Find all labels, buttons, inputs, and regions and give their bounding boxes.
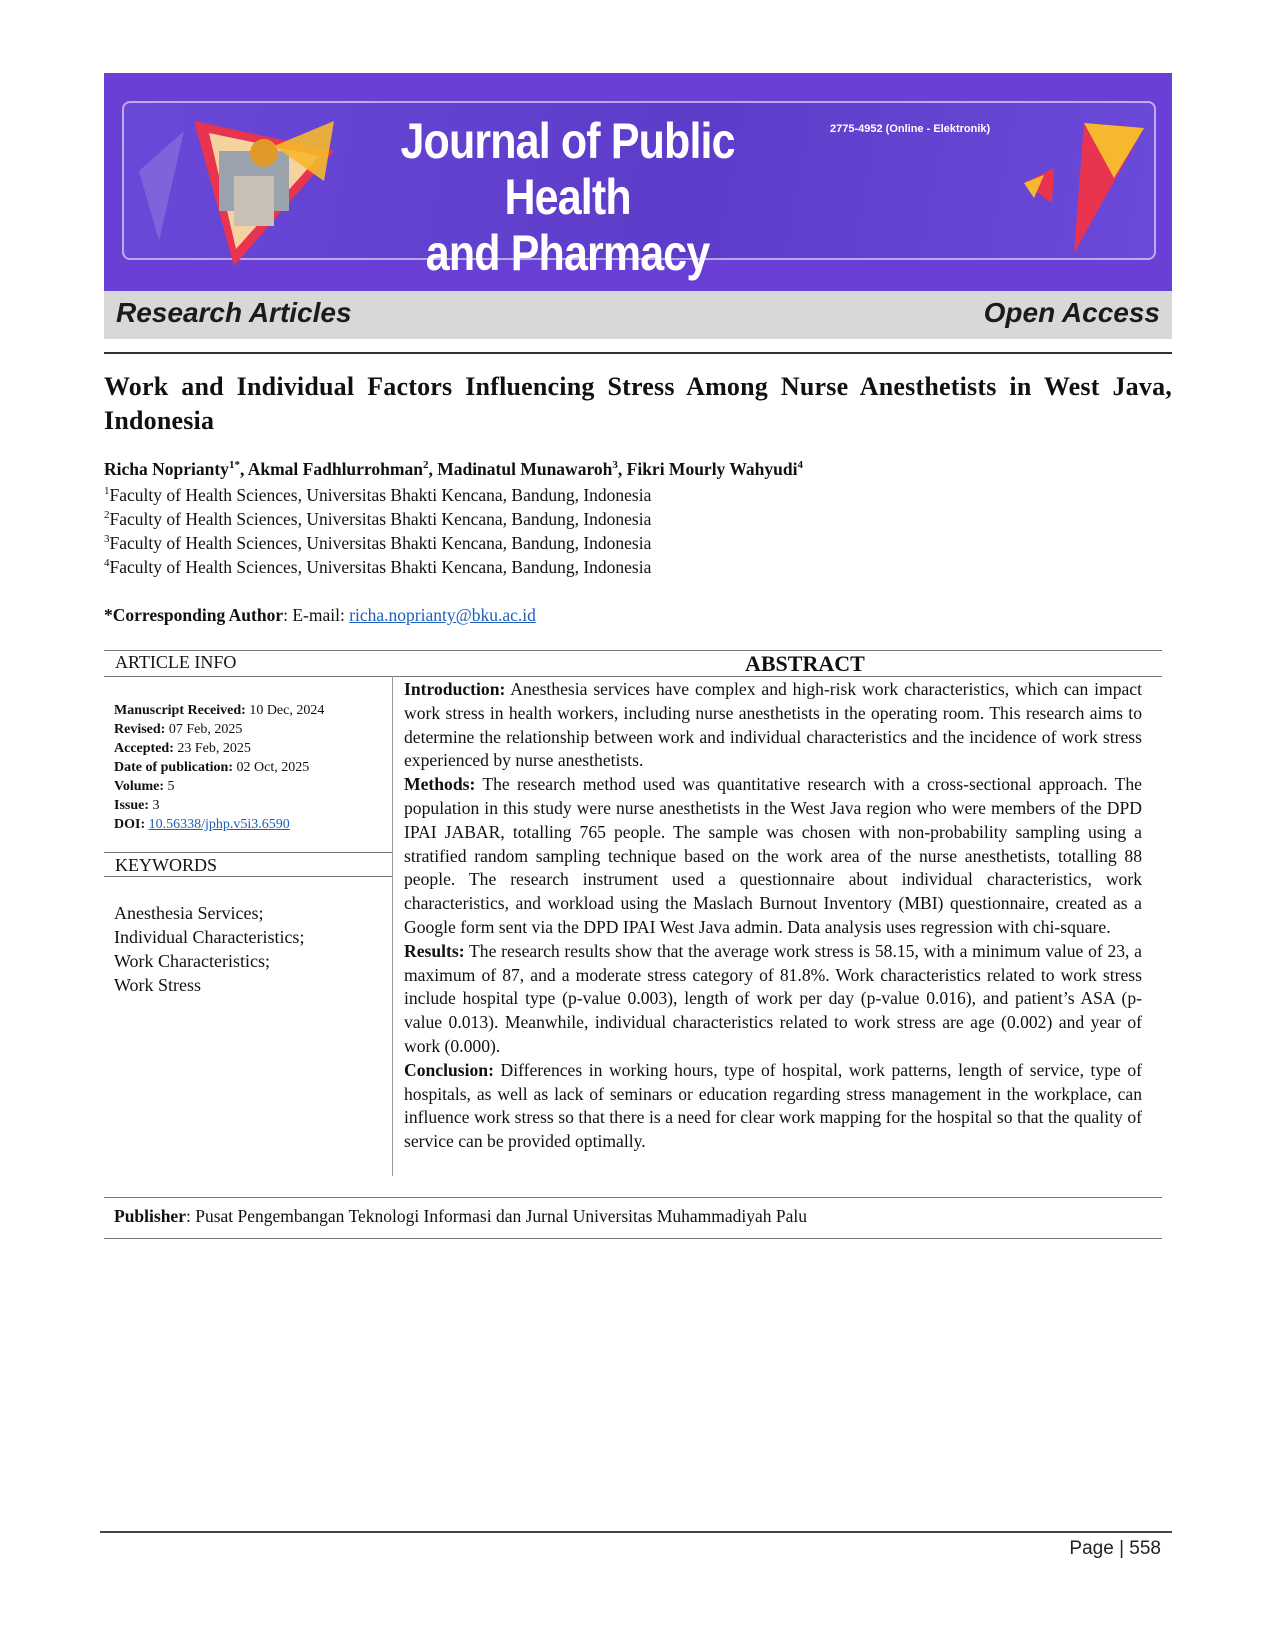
- email-label: : E-mail:: [283, 605, 350, 625]
- keywords-heading: KEYWORDS: [115, 855, 217, 875]
- volume-label: Volume:: [114, 779, 165, 794]
- doi-link[interactable]: 10.56338/jphp.v5i3.6590: [148, 817, 290, 832]
- corresponding-author: [104, 605, 536, 626]
- affiliation: [104, 531, 651, 555]
- journal-title: [344, 113, 791, 281]
- affiliation-sup: 1: [104, 485, 110, 498]
- table-rule: [104, 852, 392, 853]
- article-metadata: [114, 701, 324, 834]
- author: Akmal Fadhlurrohman: [247, 459, 423, 479]
- affiliation-text: Faculty of Health Sciences, Universitas Bhakti Kencana, Bandung, Indonesia: [109, 557, 652, 577]
- conclusion-label: Conclusion:: [404, 1059, 494, 1080]
- email-link[interactable]: richa.noprianty@bku.ac.id: [349, 605, 536, 625]
- table-rule: [104, 650, 1162, 651]
- received-date: 10 Dec, 2024: [249, 703, 325, 718]
- methods-text: The research method used was quantitative research with a cross-sectional approach. The population in this study were nurse anesthetists in the West Java region who were members of the DPD IPAI JABAR, totalling 765 people. The sample was chosen with non-probability sampling using a stratified random sampling technique based on the work area of the nurse anesthetists, totalling 88 people. The research instrument used a questionnaire about individual characteristics, work characteristics, and workload using the Maslach Burnout Inventory (MBI) questionnaire, created as a Google form sent via the DPD IPAI West Java admin. Data analysis uses regression with chi-square.: [404, 774, 1142, 937]
- article-info-heading: ARTICLE INFO: [115, 652, 237, 672]
- column-divider: [392, 676, 393, 1176]
- affiliation-sup: 4: [104, 557, 110, 570]
- issue-label: Issue:: [114, 798, 150, 813]
- article-title: Work and Individual Factors Influencing Stress Among Nurse Anesthetists in West Java, Indonesia: [104, 372, 1172, 435]
- abstract-introduction: [404, 678, 1142, 773]
- affiliation-text: Faculty of Health Sciences, Universitas Bhakti Kencana, Bandung, Indonesia: [109, 533, 652, 553]
- accepted-date: 23 Feb, 2025: [177, 741, 251, 756]
- doi-label: DOI:: [114, 817, 146, 832]
- abstract-results: [404, 940, 1142, 1059]
- introduction-text: Anesthesia services have complex and high-risk work characteristics, which can impact work stress in health workers, including nurse anesthetists in the operating room. This research aims to determine the relationship between work and individual characteristics and the incidence of work stress experienced by nurse anesthetists.: [404, 679, 1142, 771]
- abstract-methods: [404, 773, 1142, 940]
- table-rule: [104, 676, 1162, 677]
- keyword: Individual Characteristics;: [114, 927, 305, 947]
- affiliation: [104, 507, 651, 531]
- page-number: Page | 558: [1069, 1538, 1161, 1559]
- journal-title-line1: Journal of Public Health: [400, 113, 735, 225]
- revised-label: Revised:: [114, 722, 166, 737]
- table-rule: [104, 1238, 1162, 1239]
- received-label: Manuscript Received:: [114, 703, 246, 718]
- issn: 2775-4952 (Online - Elektronik): [830, 123, 991, 135]
- accepted-label: Accepted:: [114, 741, 174, 756]
- author-sup: 1*: [228, 459, 240, 472]
- article-type: Research Articles: [116, 297, 352, 328]
- publisher-text: : Pusat Pengembangan Teknologi Informasi dan Jurnal Universitas Muhammadiyah Palu: [185, 1206, 808, 1226]
- affiliation: [104, 555, 651, 579]
- affiliation: [104, 483, 651, 507]
- introduction-label: Introduction:: [404, 679, 506, 699]
- abstract-heading: ABSTRACT: [745, 651, 865, 676]
- publisher-label: Publisher: [114, 1206, 186, 1226]
- table-rule: [104, 1197, 1162, 1198]
- issue: 3: [152, 798, 160, 813]
- affiliation-sup: 3: [104, 533, 110, 546]
- revised-date: 07 Feb, 2025: [168, 722, 243, 737]
- abstract-body: [404, 678, 1142, 1154]
- footer-divider: [100, 1531, 1172, 1533]
- published-date: 02 Oct, 2025: [236, 760, 310, 775]
- published-label: Date of publication:: [114, 760, 233, 775]
- keyword: Work Characteristics;: [114, 951, 270, 971]
- affiliation-text: Faculty of Health Sciences, Universitas Bhakti Kencana, Bandung, Indonesia: [109, 485, 652, 505]
- volume: 5: [167, 779, 175, 794]
- conclusion-text: Differences in working hours, type of hospital, work patterns, length of service, type of hospitals, as well as lack of seminars or education regarding stress management in the workplace, can influence work stress so that there is a need for clear work mapping for the hospital so that the quality of service can be provided optimally.: [404, 1059, 1142, 1152]
- corresponding-label: *Corresponding Author: [104, 605, 284, 625]
- author-sup: 2: [422, 459, 429, 472]
- keyword-list: [114, 901, 304, 997]
- divider: [104, 352, 1172, 354]
- author: Richa Noprianty: [104, 459, 229, 479]
- author-sup: 3: [612, 459, 618, 472]
- journal-banner: [104, 73, 1172, 291]
- author-sup: 4: [797, 459, 803, 472]
- affiliation-list: [104, 483, 651, 579]
- methods-label: Methods:: [404, 774, 476, 795]
- results-label: Results:: [404, 940, 465, 961]
- keyword: Anesthesia Services;: [114, 903, 264, 923]
- author: Fikri Mourly Wahyudi: [626, 459, 798, 479]
- author: Madinatul Munawaroh: [437, 459, 613, 479]
- author-list: Richa Noprianty$^{1*}$, Akmal Fadhlurrohman$^2$, Madinatul Munawaroh$^3$, Fikri Mourly Wahyudi$^4$: [104, 459, 803, 479]
- journal-logo-icon: [124, 91, 344, 281]
- results-text: The research results show that the average work stress is 58.15, with a minimum value of 23, a maximum of 87, and a moderate stress category of 81.8%. Work characteristics related to work stress include hospital type (p-value 0.003), length of work per day (p-value 0.016), and patient’s ASA (p-value 0.013). Meanwhile, individual characteristics related to work stress are age (0.002) and year of work (0.000).: [404, 940, 1142, 1056]
- keyword: Work Stress: [114, 975, 202, 995]
- abstract-conclusion: [404, 1059, 1142, 1154]
- journal-title-line2: and Pharmacy: [425, 225, 710, 281]
- open-access-label: Open Access: [983, 297, 1160, 328]
- decorative-triangles-icon: [984, 83, 1164, 283]
- affiliation-sup: 2: [104, 509, 110, 522]
- article-type-bar: [104, 291, 1172, 339]
- publisher: [114, 1206, 807, 1227]
- table-rule: [104, 876, 392, 877]
- affiliation-text: Faculty of Health Sciences, Universitas Bhakti Kencana, Bandung, Indonesia: [109, 509, 652, 529]
